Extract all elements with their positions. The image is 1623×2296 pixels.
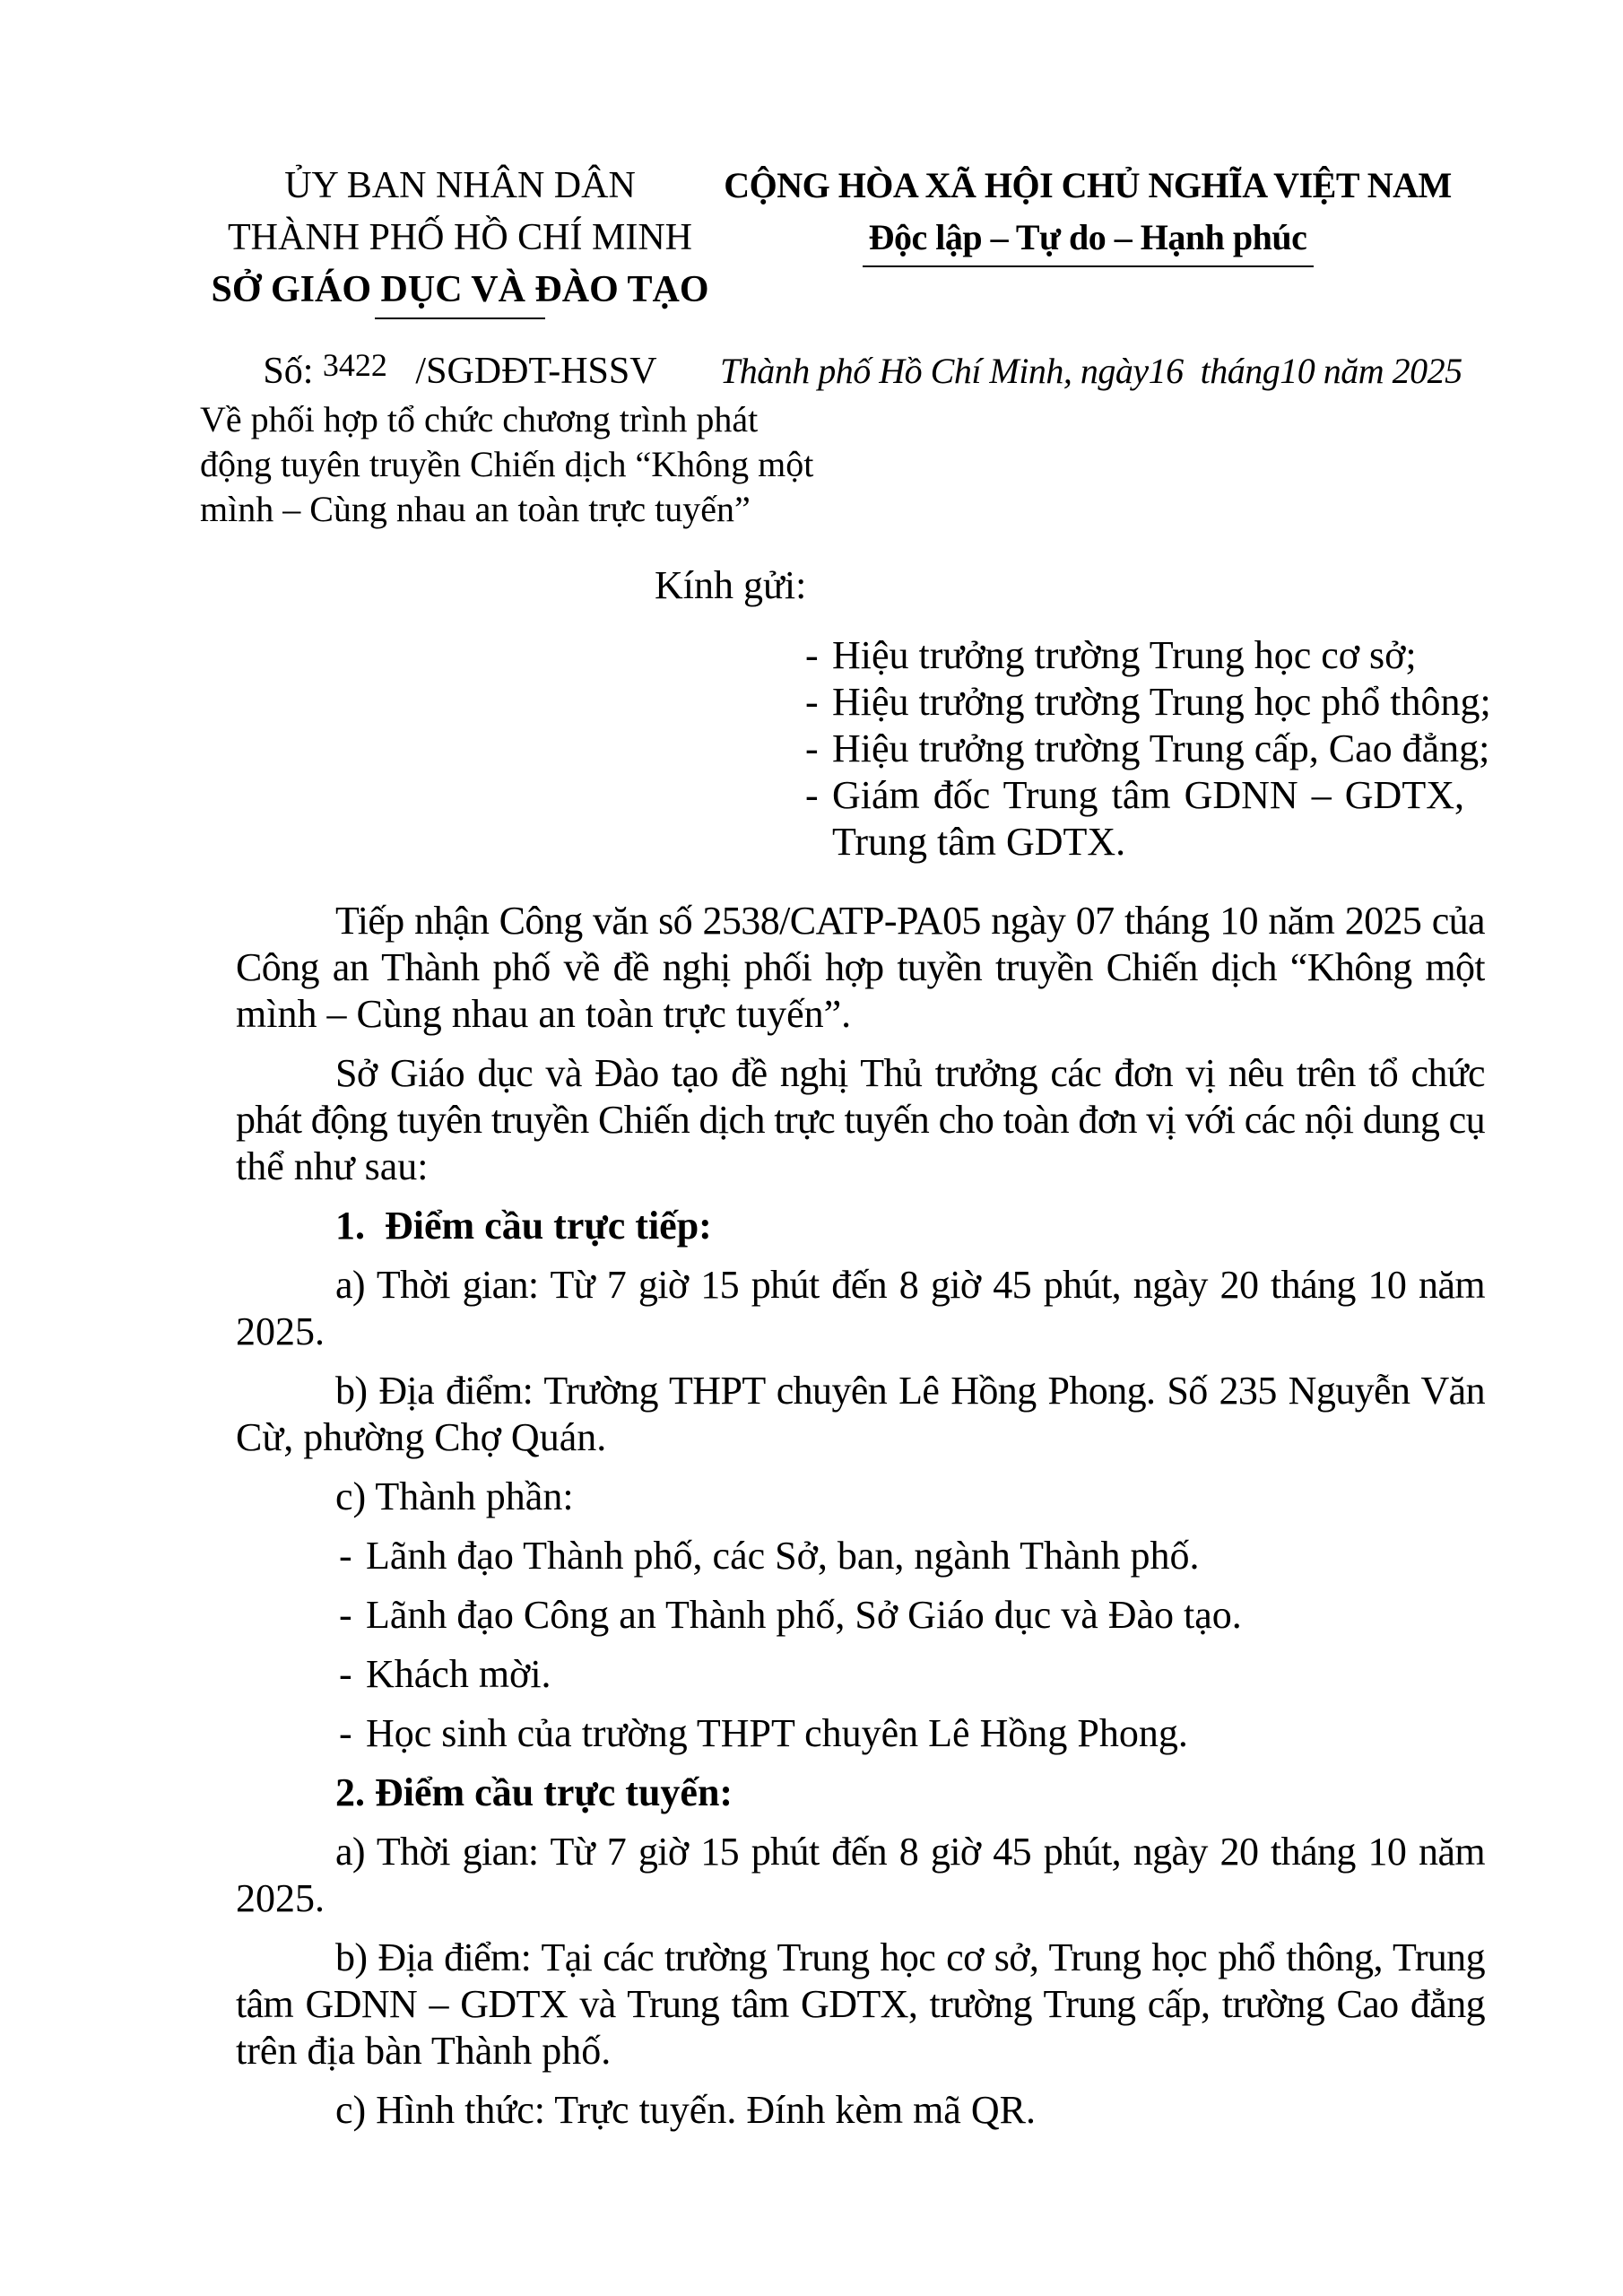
section-2-heading: 2. Điểm cầu trực tuyến: — [335, 1770, 733, 1814]
header-agency-line1: ỦY BAN NHÂN DÂN — [284, 165, 636, 206]
date-month: 10 — [1280, 351, 1315, 391]
section-1-place-cont: Cừ, phường Chợ Quán. — [236, 1415, 607, 1459]
national-motto-underline — [863, 265, 1314, 267]
header-right — [720, 160, 1455, 319]
document-header — [200, 160, 1455, 319]
document-number-value: 3422 — [322, 347, 387, 383]
section-2-place-block — [236, 1935, 1485, 2074]
place-date — [720, 346, 1462, 396]
recipients-label: Kính gửi: — [655, 563, 807, 607]
subject-line2: động tuyên truyền Chiến dịch “Không một — [200, 444, 814, 484]
section-2-time: a) Thời gian: Từ 7 giờ 15 phút đến 8 giờ 45 phút, ngày 20 tháng 10 năm — [335, 1830, 1485, 1874]
recipient-item: Trung tâm GDTX. — [832, 820, 1126, 864]
date-year: năm 2025 — [1323, 351, 1462, 391]
recipient-dash: - — [805, 633, 819, 677]
section-2-place: b) Địa điểm: Tại các trường Trung học cơ sở, Trung học phổ thông, Trung — [335, 1935, 1485, 1979]
paragraph-1-line: mình – Cùng nhau an toàn trực tuyến”. — [236, 992, 852, 1036]
header-left-underline — [375, 317, 545, 319]
paragraph-2-line: thể như sau: — [236, 1144, 429, 1188]
participant-item: Lãnh đạo Công an Thành phố, Sở Giáo dục và Đào tạo. — [366, 1593, 1242, 1637]
participant-item: Khách mời. — [366, 1652, 551, 1696]
header-left — [200, 160, 720, 319]
participant-row — [236, 1651, 1485, 1698]
section-1-time: a) Thời gian: Từ 7 giờ 15 phút đến 8 giờ 45 phút, ngày 20 tháng 10 năm — [335, 1263, 1485, 1307]
recipient-row — [805, 632, 1464, 679]
participant-item: Lãnh đạo Thành phố, các Sở, ban, ngành Thành phố. — [366, 1534, 1200, 1578]
recipient-dash: - — [805, 726, 819, 770]
section-2-time-block — [236, 1829, 1485, 1922]
section-2-place-cont: trên địa bàn Thành phố. — [236, 2029, 612, 2073]
section-1-time-block — [236, 1262, 1485, 1355]
paragraph-2 — [236, 1050, 1485, 1190]
header-agency-line2: THÀNH PHỐ HỒ CHÍ MINH — [228, 217, 692, 258]
document-meta — [200, 346, 1462, 532]
paragraph-1-line: Công an Thành phố về đề nghị phối hợp tuyền truyền Chiến dịch “Không một — [236, 945, 1485, 989]
place-date-prefix: Thành phố Hồ Chí Minh, ngày — [720, 351, 1149, 391]
section-1-participants-label: c) Thành phần: — [335, 1474, 574, 1518]
meta-right — [720, 346, 1462, 532]
document-number-suffix: /SGDĐT-HSSV — [415, 351, 657, 392]
participant-dash: - — [339, 1534, 352, 1578]
section-1-time-cont: 2025. — [236, 1309, 325, 1353]
participant-dash: - — [339, 1711, 352, 1755]
paragraph-1 — [236, 898, 1485, 1038]
recipient-item: Hiệu trưởng trường Trung cấp, Cao đẳng; — [832, 726, 1490, 770]
recipient-item: Giám đốc Trung tâm GDNN – GDTX, — [832, 773, 1464, 817]
recipients-list — [805, 632, 1491, 865]
section-1-place: b) Địa điểm: Trường THPT chuyên Lê Hồng Phong. Số 235 Nguyễn Văn — [335, 1369, 1485, 1413]
paragraph-2-line: Sở Giáo dục và Đào tạo đề nghị Thủ trưởng các đơn vị nêu trên tổ chức — [335, 1051, 1485, 1095]
participant-dash: - — [339, 1593, 352, 1637]
date-month-label: tháng — [1200, 351, 1280, 391]
participant-row — [236, 1710, 1485, 1757]
recipient-row — [805, 819, 1464, 865]
section-1-place-block — [236, 1368, 1485, 1461]
document-number — [200, 346, 720, 397]
document-number-prefix: Số: — [263, 351, 314, 392]
national-title: CỘNG HÒA XÃ HỘI CHỦ NGHĨA VIỆT NAM — [724, 165, 1452, 205]
date-day: 16 — [1148, 351, 1184, 391]
paragraph-1-line: Tiếp nhận Công văn số 2538/CATP-PA05 ngày 07 tháng 10 năm 2025 của — [335, 899, 1485, 943]
participant-row — [236, 1533, 1485, 1579]
section-2-time-cont: 2025. — [236, 1876, 325, 1920]
participant-item: Học sinh của trường THPT chuyên Lê Hồng Phong. — [366, 1711, 1188, 1755]
section-2-place-cont: tâm GDNN – GDTX và Trung tâm GDTX, trường Trung cấp, trường Cao đẳng — [236, 1982, 1485, 2026]
recipient-dash: - — [805, 680, 819, 724]
meta-left — [200, 346, 814, 532]
participant-row — [236, 1592, 1485, 1639]
recipient-item: Hiệu trưởng trường Trung học cơ sở; — [832, 633, 1417, 677]
recipient-row — [805, 726, 1490, 772]
section-2-format: c) Hình thức: Trực tuyến. Đính kèm mã QR. — [335, 2088, 1036, 2132]
paragraph-2-line: phát động tuyên truyền Chiến dịch trực tuyến cho toàn đơn vị với các nội dung cụ — [236, 1098, 1485, 1142]
recipient-dash: - — [805, 773, 819, 817]
header-department: SỞ GIÁO DỤC VÀ ĐÀO TẠO — [211, 269, 709, 310]
participant-dash: - — [339, 1652, 352, 1696]
national-motto: Độc lập – Tự do – Hạnh phúc — [868, 217, 1307, 257]
subject-line1: Về phối hợp tổ chức chương trình phát — [200, 399, 759, 439]
recipient-item: Hiệu trưởng trường Trung học phổ thông; — [832, 680, 1491, 724]
recipient-row — [805, 679, 1491, 726]
subject-line3: mình – Cùng nhau an toàn trực tuyến” — [200, 489, 751, 529]
document-page — [200, 160, 1491, 2134]
section-1-heading: 1. Điểm cầu trực tiếp: — [335, 1204, 712, 1248]
recipient-row — [805, 772, 1464, 819]
